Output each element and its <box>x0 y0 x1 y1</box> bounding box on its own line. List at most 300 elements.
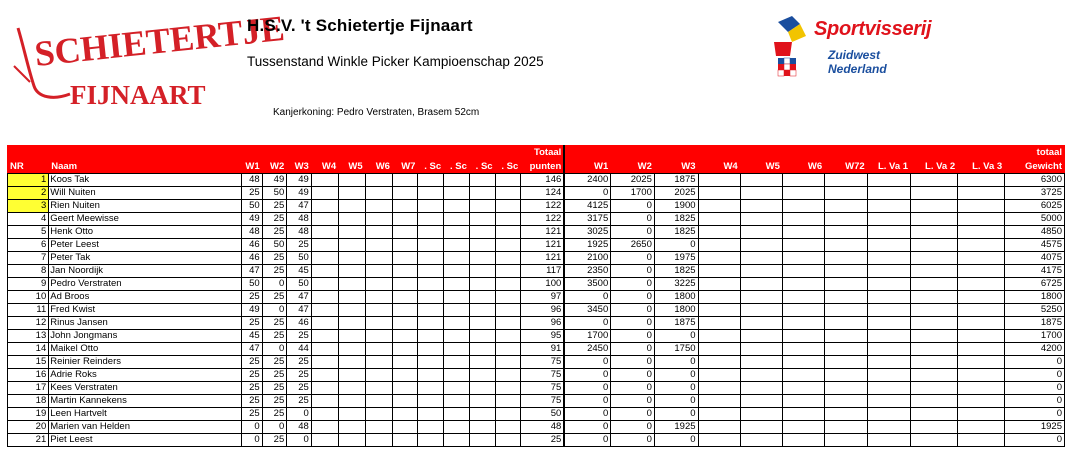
header-gewicht: Gewicht <box>1005 161 1065 174</box>
g-w5-cell <box>740 213 782 226</box>
rank-cell: 5 <box>8 226 49 239</box>
table-row <box>8 421 1065 434</box>
lva3-cell <box>958 252 1005 265</box>
sc4-cell <box>495 369 521 382</box>
w3-cell: 25 <box>287 395 312 408</box>
name-cell: Rien Nuiten <box>49 200 242 213</box>
sc3-cell <box>469 382 495 395</box>
w3-cell: 25 <box>287 239 312 252</box>
header-g-w5: W5 <box>740 161 782 174</box>
lva1-cell <box>867 252 910 265</box>
w1-cell: 25 <box>241 187 262 200</box>
name-cell: Will Nuiten <box>49 187 242 200</box>
g-w4-cell <box>698 213 740 226</box>
w6-cell <box>365 408 392 421</box>
table-row <box>8 226 1065 239</box>
rank-cell: 2 <box>8 187 49 200</box>
w2-cell: 25 <box>262 382 287 395</box>
sc2-cell <box>444 330 470 343</box>
sc1-cell <box>418 304 444 317</box>
w3-cell: 46 <box>287 317 312 330</box>
w3-cell: 47 <box>287 304 312 317</box>
w2-cell: 0 <box>262 343 287 356</box>
g-w3-cell: 1925 <box>654 421 698 434</box>
lva2-cell <box>911 252 958 265</box>
g-w4-cell <box>698 239 740 252</box>
w6-cell <box>365 304 392 317</box>
club-logo-graphic <box>10 7 287 118</box>
w1-cell: 25 <box>241 408 262 421</box>
g-w3-cell: 3225 <box>654 278 698 291</box>
gewicht-cell: 1700 <box>1005 330 1065 343</box>
rank-cell: 7 <box>8 252 49 265</box>
lva2-cell <box>911 434 958 447</box>
lva1-cell <box>867 382 910 395</box>
g-w6-cell <box>782 330 824 343</box>
g-w2-cell: 0 <box>611 330 655 343</box>
table-row <box>8 356 1065 369</box>
g-w6-cell <box>782 213 824 226</box>
header-g-w1: W1 <box>564 161 610 174</box>
sc4-cell <box>495 252 521 265</box>
name-cell: Martin Kannekens <box>49 395 242 408</box>
name-cell: John Jongmans <box>49 330 242 343</box>
header-g-w6: W6 <box>782 161 824 174</box>
g-w5-cell <box>740 369 782 382</box>
w5-cell <box>339 278 365 291</box>
sc1-cell <box>418 226 444 239</box>
w4-cell <box>311 200 338 213</box>
gewicht-cell: 6300 <box>1005 174 1065 187</box>
rank-cell: 6 <box>8 239 49 252</box>
rank-cell: 17 <box>8 382 49 395</box>
g-w5-cell <box>740 187 782 200</box>
w4-cell <box>311 265 338 278</box>
sc1-cell <box>418 317 444 330</box>
w6-cell <box>365 226 392 239</box>
g-w3-cell: 0 <box>654 330 698 343</box>
header-w7: W7 <box>392 161 418 174</box>
w3-cell: 47 <box>287 291 312 304</box>
page-subtitle: Tussenstand Winkle Picker Kampioenschap 2025 <box>247 54 544 69</box>
g-w1-cell: 0 <box>564 408 610 421</box>
w2-cell: 0 <box>262 278 287 291</box>
sc1-cell <box>418 239 444 252</box>
page-title: H.S.V. 't Schietertje Fijnaart <box>247 16 473 35</box>
g-w6-cell <box>782 421 824 434</box>
w3-cell: 47 <box>287 200 312 213</box>
g-w1-cell: 0 <box>564 382 610 395</box>
lva2-cell <box>911 395 958 408</box>
rank-cell: 4 <box>8 213 49 226</box>
lva2-cell <box>911 239 958 252</box>
sc1-cell <box>418 330 444 343</box>
header-w5: W5 <box>339 161 365 174</box>
g-w4-cell <box>698 434 740 447</box>
w1-cell: 25 <box>241 317 262 330</box>
w2-cell: 49 <box>262 174 287 187</box>
g-w6-cell <box>782 395 824 408</box>
sc4-cell <box>495 174 521 187</box>
g-w72-cell <box>825 395 868 408</box>
lva3-cell <box>958 226 1005 239</box>
g-w2-cell: 0 <box>611 265 655 278</box>
g-w3-cell: 0 <box>654 356 698 369</box>
w6-cell <box>365 382 392 395</box>
punten-cell: 97 <box>521 291 565 304</box>
w1-cell: 25 <box>241 395 262 408</box>
table-row <box>8 291 1065 304</box>
sc2-cell <box>444 291 470 304</box>
sc1-cell <box>418 174 444 187</box>
punten-cell: 75 <box>521 382 565 395</box>
table-row <box>8 213 1065 226</box>
w1-cell: 48 <box>241 174 262 187</box>
lva1-cell <box>867 265 910 278</box>
club-logo <box>10 7 287 118</box>
w7-cell <box>392 356 418 369</box>
g-w5-cell <box>740 330 782 343</box>
header-sc2: . Sc <box>444 161 470 174</box>
w7-cell <box>392 434 418 447</box>
gewicht-cell: 1925 <box>1005 421 1065 434</box>
w1-cell: 25 <box>241 291 262 304</box>
g-w1-cell: 3175 <box>564 213 610 226</box>
header-g-w4: W4 <box>698 161 740 174</box>
sc2-cell <box>444 174 470 187</box>
sc2-cell <box>444 265 470 278</box>
sc4-cell <box>495 408 521 421</box>
w5-cell <box>339 291 365 304</box>
w2-cell: 25 <box>262 434 287 447</box>
sc2-cell <box>444 278 470 291</box>
lva1-cell <box>867 356 910 369</box>
sc3-cell <box>469 369 495 382</box>
g-w2-cell: 0 <box>611 304 655 317</box>
gewicht-cell: 3725 <box>1005 187 1065 200</box>
table-row <box>8 304 1065 317</box>
sc1-cell <box>418 382 444 395</box>
w7-cell <box>392 213 418 226</box>
table-row <box>8 187 1065 200</box>
sc1-cell <box>418 187 444 200</box>
header-sc4: . Sc <box>495 161 521 174</box>
header-naam: Naam <box>49 161 242 174</box>
g-w1-cell: 0 <box>564 395 610 408</box>
w6-cell <box>365 330 392 343</box>
g-w3-cell: 1825 <box>654 226 698 239</box>
w4-cell <box>311 226 338 239</box>
w7-cell <box>392 252 418 265</box>
w4-cell <box>311 421 338 434</box>
sc2-cell <box>444 317 470 330</box>
sc4-cell <box>495 226 521 239</box>
lva3-cell <box>958 330 1005 343</box>
w6-cell <box>365 200 392 213</box>
w7-cell <box>392 330 418 343</box>
punten-cell: 122 <box>521 200 565 213</box>
sc3-cell <box>469 291 495 304</box>
lva2-cell <box>911 213 958 226</box>
g-w72-cell <box>825 200 868 213</box>
g-w2-cell: 0 <box>611 421 655 434</box>
rank-cell: 3 <box>8 200 49 213</box>
g-w72-cell <box>825 343 868 356</box>
g-w1-cell: 3025 <box>564 226 610 239</box>
w1-cell: 45 <box>241 330 262 343</box>
g-w4-cell <box>698 330 740 343</box>
w4-cell <box>311 356 338 369</box>
lva2-cell <box>911 304 958 317</box>
g-w2-cell: 0 <box>611 278 655 291</box>
sc4-cell <box>495 200 521 213</box>
sc3-cell <box>469 265 495 278</box>
sc3-cell <box>469 317 495 330</box>
g-w5-cell <box>740 278 782 291</box>
sc4-cell <box>495 239 521 252</box>
g-w4-cell <box>698 382 740 395</box>
w5-cell <box>339 174 365 187</box>
lva3-cell <box>958 369 1005 382</box>
w7-cell <box>392 278 418 291</box>
w4-cell <box>311 343 338 356</box>
g-w2-cell: 0 <box>611 434 655 447</box>
w7-cell <box>392 421 418 434</box>
lva2-cell <box>911 382 958 395</box>
w3-cell: 44 <box>287 343 312 356</box>
g-w3-cell: 1975 <box>654 252 698 265</box>
rank-cell: 8 <box>8 265 49 278</box>
w5-cell <box>339 434 365 447</box>
g-w5-cell <box>740 226 782 239</box>
g-w4-cell <box>698 304 740 317</box>
w5-cell <box>339 187 365 200</box>
rank-cell: 20 <box>8 421 49 434</box>
name-cell: Koos Tak <box>49 174 242 187</box>
g-w72-cell <box>825 304 868 317</box>
g-w1-cell: 0 <box>564 187 610 200</box>
g-w3-cell: 1875 <box>654 317 698 330</box>
sc4-cell <box>495 291 521 304</box>
lva3-cell <box>958 382 1005 395</box>
g-w6-cell <box>782 369 824 382</box>
w4-cell <box>311 278 338 291</box>
sc1-cell <box>418 421 444 434</box>
g-w2-cell: 0 <box>611 356 655 369</box>
header-lva3: L. Va 3 <box>958 161 1005 174</box>
header-nr: NR <box>8 161 49 174</box>
g-w3-cell: 1800 <box>654 291 698 304</box>
g-w72-cell <box>825 317 868 330</box>
g-w72-cell <box>825 356 868 369</box>
gewicht-cell: 0 <box>1005 356 1065 369</box>
rank-cell: 14 <box>8 343 49 356</box>
logo-line2: FIJNAART <box>70 80 206 110</box>
rank-cell: 9 <box>8 278 49 291</box>
sc3-cell <box>469 200 495 213</box>
g-w72-cell <box>825 265 868 278</box>
w3-cell: 48 <box>287 226 312 239</box>
gewicht-cell: 4075 <box>1005 252 1065 265</box>
punten-cell: 95 <box>521 330 565 343</box>
rank-cell: 16 <box>8 369 49 382</box>
header-g-w72: W72 <box>825 161 868 174</box>
sc1-cell <box>418 291 444 304</box>
punten-cell: 25 <box>521 434 565 447</box>
rank-cell: 10 <box>8 291 49 304</box>
sc4-cell <box>495 395 521 408</box>
g-w72-cell <box>825 278 868 291</box>
federation-name: Sportvisserij <box>814 18 932 40</box>
w7-cell <box>392 369 418 382</box>
lva3-cell <box>958 174 1005 187</box>
sc2-cell <box>444 369 470 382</box>
g-w72-cell <box>825 239 868 252</box>
header-w6: W6 <box>365 161 392 174</box>
w1-cell: 48 <box>241 226 262 239</box>
sc1-cell <box>418 265 444 278</box>
lva3-cell <box>958 291 1005 304</box>
g-w6-cell <box>782 239 824 252</box>
punten-cell: 146 <box>521 174 565 187</box>
w6-cell <box>365 356 392 369</box>
header-lva2: L. Va 2 <box>911 161 958 174</box>
w2-cell: 25 <box>262 265 287 278</box>
w6-cell <box>365 369 392 382</box>
g-w4-cell <box>698 421 740 434</box>
sc1-cell <box>418 213 444 226</box>
g-w72-cell <box>825 291 868 304</box>
gewicht-cell: 0 <box>1005 395 1065 408</box>
g-w5-cell <box>740 200 782 213</box>
w6-cell <box>365 343 392 356</box>
g-w6-cell <box>782 317 824 330</box>
lva2-cell <box>911 343 958 356</box>
w3-cell: 25 <box>287 356 312 369</box>
sc3-cell <box>469 278 495 291</box>
table-row <box>8 330 1065 343</box>
name-cell: Henk Otto <box>49 226 242 239</box>
rank-cell: 18 <box>8 395 49 408</box>
w7-cell <box>392 265 418 278</box>
sc1-cell <box>418 343 444 356</box>
g-w1-cell: 0 <box>564 369 610 382</box>
sc4-cell <box>495 356 521 369</box>
table-row <box>8 369 1065 382</box>
g-w1-cell: 0 <box>564 421 610 434</box>
rank-cell: 13 <box>8 330 49 343</box>
g-w1-cell: 2400 <box>564 174 610 187</box>
g-w2-cell: 1700 <box>611 187 655 200</box>
sc3-cell <box>469 174 495 187</box>
lva3-cell <box>958 317 1005 330</box>
sc2-cell <box>444 382 470 395</box>
federation-logo <box>770 12 940 82</box>
g-w5-cell <box>740 304 782 317</box>
sc3-cell <box>469 356 495 369</box>
sc1-cell <box>418 252 444 265</box>
g-w4-cell <box>698 356 740 369</box>
sc1-cell <box>418 356 444 369</box>
w5-cell <box>339 343 365 356</box>
g-w1-cell: 0 <box>564 317 610 330</box>
rank-cell: 11 <box>8 304 49 317</box>
table-row <box>8 434 1065 447</box>
g-w72-cell <box>825 408 868 421</box>
lva1-cell <box>867 239 910 252</box>
lva3-cell <box>958 304 1005 317</box>
g-w6-cell <box>782 187 824 200</box>
lva1-cell <box>867 304 910 317</box>
punten-cell: 100 <box>521 278 565 291</box>
lva1-cell <box>867 291 910 304</box>
w2-cell: 0 <box>262 421 287 434</box>
gewicht-cell: 1875 <box>1005 317 1065 330</box>
g-w1-cell: 2100 <box>564 252 610 265</box>
w3-cell: 25 <box>287 369 312 382</box>
g-w3-cell: 0 <box>654 395 698 408</box>
w2-cell: 25 <box>262 408 287 421</box>
w1-cell: 50 <box>241 278 262 291</box>
w7-cell <box>392 239 418 252</box>
g-w3-cell: 1875 <box>654 174 698 187</box>
sc3-cell <box>469 304 495 317</box>
table-row <box>8 278 1065 291</box>
lva1-cell <box>867 200 910 213</box>
g-w1-cell: 2350 <box>564 265 610 278</box>
rank-cell: 15 <box>8 356 49 369</box>
gewicht-cell: 0 <box>1005 434 1065 447</box>
g-w6-cell <box>782 252 824 265</box>
g-w6-cell <box>782 304 824 317</box>
sc1-cell <box>418 200 444 213</box>
gewicht-cell: 4175 <box>1005 265 1065 278</box>
g-w5-cell <box>740 239 782 252</box>
sc2-cell <box>444 434 470 447</box>
g-w4-cell <box>698 278 740 291</box>
w4-cell <box>311 317 338 330</box>
w7-cell <box>392 317 418 330</box>
g-w1-cell: 4125 <box>564 200 610 213</box>
g-w4-cell <box>698 226 740 239</box>
g-w5-cell <box>740 421 782 434</box>
sc4-cell <box>495 330 521 343</box>
g-w5-cell <box>740 291 782 304</box>
g-w5-cell <box>740 356 782 369</box>
g-w3-cell: 0 <box>654 382 698 395</box>
name-cell: Maikel Otto <box>49 343 242 356</box>
name-cell: Peter Leest <box>49 239 242 252</box>
g-w6-cell <box>782 291 824 304</box>
w7-cell <box>392 226 418 239</box>
g-w2-cell: 0 <box>611 382 655 395</box>
sc1-cell <box>418 369 444 382</box>
gewicht-cell: 5000 <box>1005 213 1065 226</box>
w4-cell <box>311 395 338 408</box>
lva2-cell <box>911 356 958 369</box>
lva3-cell <box>958 200 1005 213</box>
gewicht-cell: 0 <box>1005 408 1065 421</box>
g-w5-cell <box>740 174 782 187</box>
g-w6-cell <box>782 343 824 356</box>
sc3-cell <box>469 434 495 447</box>
w4-cell <box>311 408 338 421</box>
sc3-cell <box>469 226 495 239</box>
g-w4-cell <box>698 408 740 421</box>
g-w3-cell: 1825 <box>654 265 698 278</box>
name-cell: Peter Tak <box>49 252 242 265</box>
w6-cell <box>365 174 392 187</box>
